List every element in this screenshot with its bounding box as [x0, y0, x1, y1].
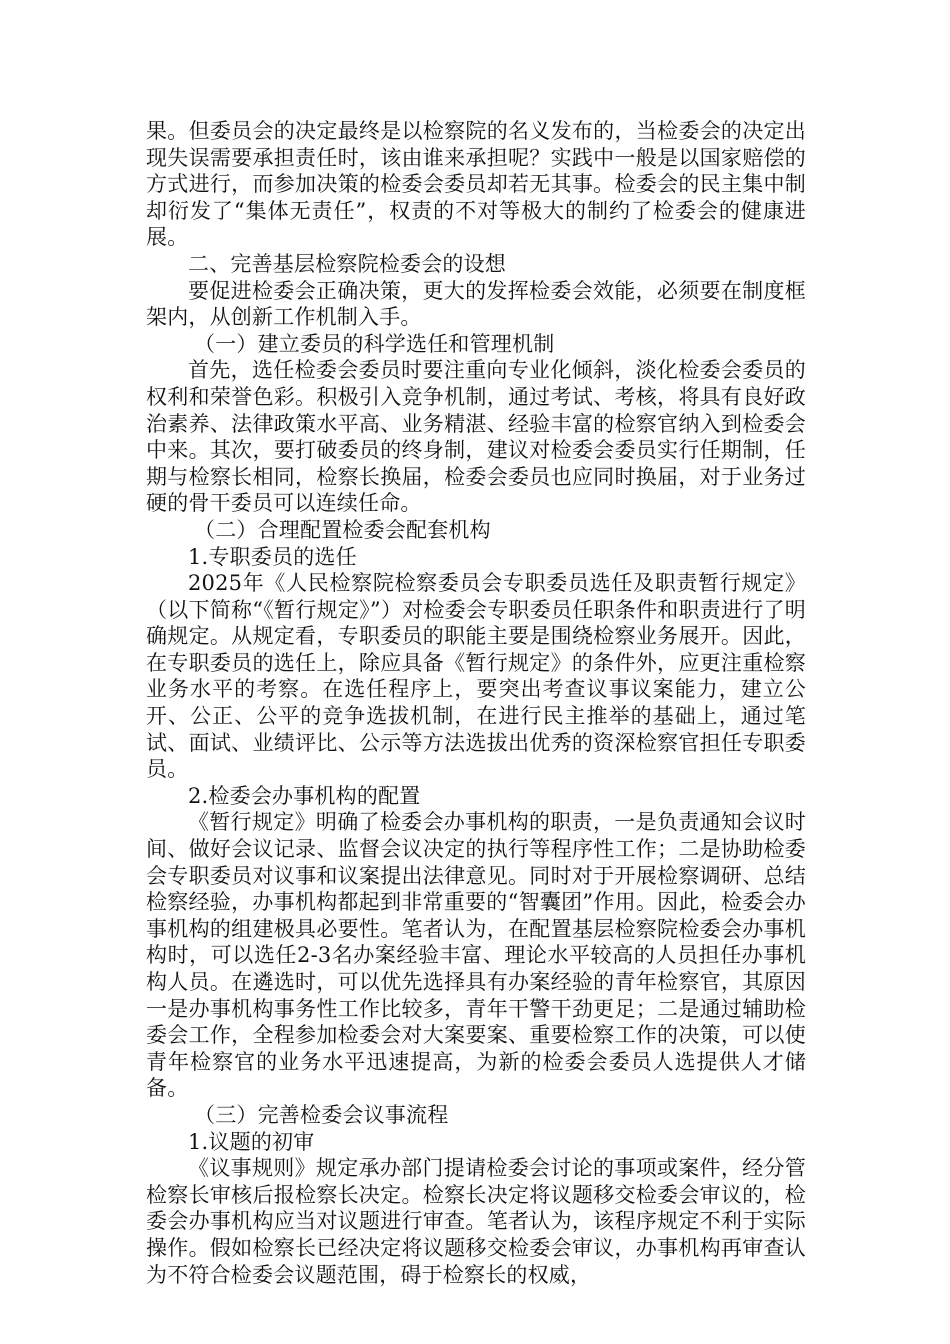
document-page: [146, 118, 806, 1288]
item-heading: 1.专职委员的选任: [188, 544, 357, 569]
body-paragraph: 《议事规则》规定承办部门提请检委会讨论的事项或案件，经分管检察长审核后报检察长决定。检察长决定将议题移交检委会审议的，检委会办事机构应当对议题进行审查。笔者认为，该程序规定不利于实际操作。假如检察长已经决定将议题移交检委会审议，办事机构再审查认为不符合检委会议题范围，碍于检察长的权威，: [146, 1156, 806, 1287]
body-paragraph: 首先，选任检委会委员时要注重向专业化倾斜，淡化检委会委员的权利和荣誉色彩。积极引入竞争机制，通过考试、考核，将具有良好政治素养、法律政策水平高、业务精湛、经验丰富的检察官纳入到检委会中来。其次，要打破委员的终身制，建议对检委会委员实行任期制，任期与检察长相同，检察长换届，检委会委员也应同时换届，对于业务过硬的骨干委员可以连续任命。: [146, 358, 806, 516]
item-heading: 1.议题的初审: [188, 1129, 315, 1154]
section-heading: 二、完善基层检察院检委会的设想: [188, 251, 506, 276]
item-heading: 2.检委会办事机构的配置: [188, 783, 421, 808]
subsection-heading: （一）建立委员的科学选任和管理机制: [194, 331, 555, 356]
body-paragraph: 《暂行规定》明确了检委会办事机构的职责，一是负责通知会议时间、做好会议记录、监督会议决定的执行等程序性工作；二是协助检委会专职委员对议事和议案提出法律意见。同时对于开展检察调研、总结检察经验，办事机构都起到非常重要的“智囊团”作用。因此，检委会办事机构的组建极具必要性。笔者认为，在配置基层检察院检委会办事机构时，可以选任2-3名办案经验丰富、理论水平较高的人员担任办事机构人员。在遴选时，可以优先选择具有办案经验的青年检察官，其原因一是办事机构事务性工作比较多，青年干警干劲更足；二是通过辅助检委会工作，全程参加检委会对大案要案、重要检察工作的决策，可以使青年检察官的业务水平迅速提高，为新的检委会委员人选提供人才储备。: [146, 810, 806, 1101]
body-paragraph: 果。但委员会的决定最终是以检察院的名义发布的，当检委会的决定出现失误需要承担责任时，该由谁来承担呢？实践中一般是以国家赔偿的方式进行，而参加决策的检委会委员却若无其事。检委会的民主集中制却衍发了“集体无责任”，权责的不对等极大的制约了检委会的健康进展。: [146, 119, 806, 250]
subsection-heading: （三）完善检委会议事流程: [194, 1102, 449, 1127]
subsection-heading: （二）合理配置检委会配套机构: [194, 517, 491, 542]
body-paragraph: 2025年《人民检察院检察委员会专职委员选任及职责暂行规定》（以下简称“《暂行规定》”）对检委会专职委员任职条件和职责进行了明确规定。从规定看，专职委员的职能主要是围绕检察业务展开。因此，在专职委员的选任上，除应具备《暂行规定》的条件外，应更注重检察业务水平的考察。在选任程序上，要突出考查议事议案能力，建立公开、公正、公平的竞争选拔机制，在进行民主推举的基础上，通过笔试、面试、业绩评比、公示等方法选拔出优秀的资深检察官担任专职委员。: [146, 571, 806, 782]
body-paragraph: 要促进检委会正确决策，更大的发挥检委会效能，必须要在制度框架内，从创新工作机制入手。: [146, 278, 806, 330]
